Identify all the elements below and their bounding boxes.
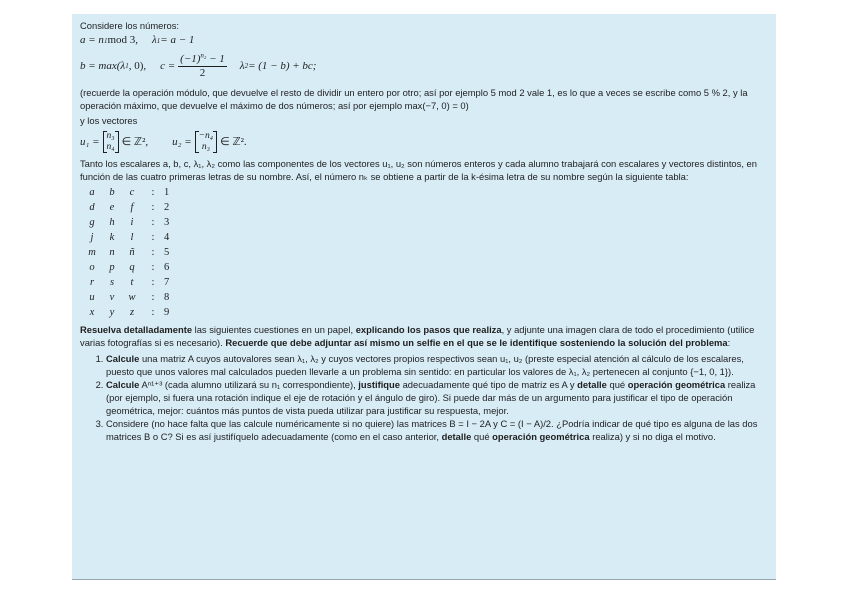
- letter-number: 5: [164, 247, 170, 258]
- eq-b-rhs2: = (1 − b) + bc;: [248, 59, 317, 72]
- letter-number: 1: [164, 187, 170, 198]
- u1-vector: [103, 131, 119, 153]
- letter-cell: h: [109, 217, 115, 228]
- instr-bold-1: Resuelva detalladamente: [80, 324, 193, 335]
- letter-number: 6: [164, 262, 170, 273]
- separator: :: [151, 292, 155, 303]
- letter-cell: l: [130, 232, 134, 243]
- q3-text-2: qué: [471, 431, 493, 442]
- num-base: (−1): [180, 52, 201, 65]
- letter-table-row: [82, 215, 178, 230]
- letter-table-row: [82, 200, 178, 215]
- letter-cell: v: [109, 292, 115, 303]
- letter-cell: f: [130, 202, 134, 213]
- letter-cell: o: [89, 262, 95, 273]
- scalars-paragraph: Tanto los escalares a, b, c, λ₁, λ₂ como las componentes de los vectores u₁, u₂ son números enteros y cada alumno trabajará con escalares y vectores distintos, en función de las cuatro primeras letras de su nombre. Así, el número nₖ se obtiene a partir de la k-ésima letra de su nombre según la siguiente tabla:: [80, 158, 757, 182]
- fraction: [178, 50, 227, 80]
- letter-table: [82, 185, 178, 320]
- letter-cell: e: [109, 202, 115, 213]
- letter-cell: j: [90, 232, 94, 243]
- eq-b-c: c =: [160, 59, 176, 72]
- letter-cell: y: [109, 307, 115, 318]
- letter-table-row: [82, 230, 178, 245]
- question-1: [106, 352, 768, 378]
- letter-number: 3: [164, 217, 170, 228]
- q2-bold-3: detalle: [577, 379, 607, 390]
- letter-table-row: [82, 185, 178, 200]
- q2-bold: Calcule: [106, 379, 140, 390]
- letter-cell: m: [88, 247, 96, 258]
- letter-table-row: [82, 290, 178, 305]
- exercise-panel: [72, 14, 776, 580]
- u1-label: u₁ =: [80, 135, 100, 148]
- instructions: [80, 323, 768, 349]
- q3-text-3: realiza) y si no diga el motivo.: [589, 431, 716, 442]
- u2-label: u₂ =: [172, 135, 192, 148]
- u1-set: ∈ ℤ²,: [121, 135, 149, 148]
- fraction-denominator: 2: [199, 66, 206, 79]
- eq-a-mod: mod 3,: [107, 34, 138, 46]
- letter-cell: p: [109, 262, 115, 273]
- separator: :: [151, 307, 155, 318]
- letter-cell: c: [129, 187, 135, 198]
- letter-cell: r: [89, 277, 95, 288]
- u1-top: n₃: [106, 131, 115, 141]
- q2-text-4: realiza (por ejemplo, si fuera una rotación indique el eje de rotación y el ángulo de giro). Si puede dar más de un argumento para justificar el tipo de operación geométrica, mejor: cuántos más puntos de vista pueda utilizar para justificar su respuesta, mejor.: [106, 379, 756, 416]
- eq-a-rhs: = a − 1: [160, 34, 195, 46]
- letter-cell: t: [130, 277, 134, 288]
- separator: :: [151, 277, 155, 288]
- letter-cell: d: [89, 202, 95, 213]
- q3-bold: detalle: [441, 431, 472, 442]
- vectors-row: [80, 127, 768, 157]
- instr-text-3: :: [727, 337, 731, 348]
- u2-set: ∈ ℤ².: [220, 135, 247, 148]
- instr-text-1: las siguientes cuestiones en un papel,: [192, 324, 356, 335]
- letter-cell: b: [109, 187, 115, 198]
- separator: :: [151, 262, 155, 273]
- equation-a: a = n 1 mod 3, λ 1 = a − 1: [80, 34, 195, 46]
- note-text: (recuerde la operación módulo, que devuelve el resto de dividir un entero por otro; así por ejemplo 5 mod 2 vale 1, es lo que a veces se escribe como 5 % 2, y la operación máximo, que devuelve el máximo de dos números; así por ejemplo max(−7, 0) = 0): [80, 87, 748, 111]
- separator: :: [151, 232, 155, 243]
- u2-top: −n₄: [198, 131, 214, 141]
- letter-number: 2: [164, 202, 170, 213]
- q2-bold-2: justifique: [358, 379, 400, 390]
- q3-bold-2: operación geométrica: [492, 431, 590, 442]
- eq-b-lambda2: λ: [239, 59, 245, 72]
- eq-b-lhs: b = max(λ: [80, 59, 126, 72]
- letter-number: 4: [164, 232, 170, 243]
- eq-a-lambda: λ: [152, 34, 157, 46]
- instr-bold-3: Recuerde que debe adjuntar así mismo un selfie en el que se le identifique sosteniendo la solución del problema: [225, 337, 728, 348]
- instr-text-2: , y adjunte una imagen clara de todo el procedimiento (utilice varias fotografías si es necesario).: [80, 324, 755, 348]
- equation-b: b = max(λ 1 , 0), c = $\frac{(-1)^{n_2} - 1}{2}$ λ 2 = (1 − b) + bc;: [80, 50, 317, 79]
- letter-cell: a: [89, 187, 95, 198]
- letter-cell: g: [89, 217, 95, 228]
- q3-text: Considere (no hace falta que las calcule numéricamente si no quiere) las matrices B = I − 2A y C = (I − A)/2. ¿Podría indicar de qué tipo es alguna de las dos matrices B o C? Si es así justifíquelo adecuadamente (como en el caso anterior,: [106, 418, 758, 442]
- letter-cell: s: [109, 277, 115, 288]
- u2-vector: [195, 131, 217, 153]
- letter-cell: z: [129, 307, 135, 318]
- u2-bottom: n₃: [201, 142, 210, 152]
- num-sup: n₂: [200, 50, 207, 59]
- eq-a-lhs: a = n: [80, 34, 104, 46]
- letter-cell: x: [89, 307, 95, 318]
- q1-text: una matriz A cuyos autovalores sean λ₁, λ₂ y cuyos vectores propios respectivos sean u₁, u₂ (preste especial atención al cálculo de los escalares, puesto que unos valores mal calculados pueden llevarle a un problema sin sentido: en particular los valores de λ₁, λ₂ pertenecen al conjunto {−1, 0, 1}).: [106, 353, 744, 377]
- q2-text-2: adecuadamente qué tipo de matriz es A y: [399, 379, 578, 390]
- intro-text: Considere los números:: [80, 20, 180, 31]
- letter-cell: n: [109, 247, 115, 258]
- letter-cell: w: [128, 292, 136, 303]
- question-list: [80, 352, 768, 443]
- q1-bold: Calcule: [106, 353, 140, 364]
- q2-text-3: qué: [606, 379, 628, 390]
- letter-cell: q: [129, 262, 135, 273]
- letter-cell: ñ: [129, 247, 135, 258]
- num-rest: − 1: [206, 52, 225, 65]
- q2-text: Aⁿ¹⁺³ (cada alumno utilizará su n₁ correspondiente),: [139, 379, 359, 390]
- letter-table-row: [82, 260, 178, 275]
- letter-number: 8: [164, 292, 170, 303]
- u1-bottom: n₄: [106, 142, 115, 152]
- instr-bold-2: explicando los pasos que realiza: [355, 324, 502, 335]
- question-2: [106, 378, 768, 417]
- separator: :: [151, 187, 155, 198]
- separator: :: [151, 202, 155, 213]
- fraction-numerator: [178, 50, 227, 67]
- letter-number: 7: [164, 277, 170, 288]
- separator: :: [151, 217, 155, 228]
- letter-cell: u: [89, 292, 95, 303]
- letter-table-row: [82, 305, 178, 320]
- q2-bold-4: operación geométrica: [627, 379, 726, 390]
- letter-table-row: [82, 245, 178, 260]
- letter-cell: k: [109, 232, 115, 243]
- vectors-intro: y los vectores: [80, 115, 138, 126]
- letter-table-row: [82, 275, 178, 290]
- separator: :: [151, 247, 155, 258]
- letter-cell: i: [130, 217, 134, 228]
- eq-b-rest: , 0),: [128, 59, 147, 72]
- letter-number: 9: [164, 307, 170, 318]
- question-3: [106, 417, 768, 443]
